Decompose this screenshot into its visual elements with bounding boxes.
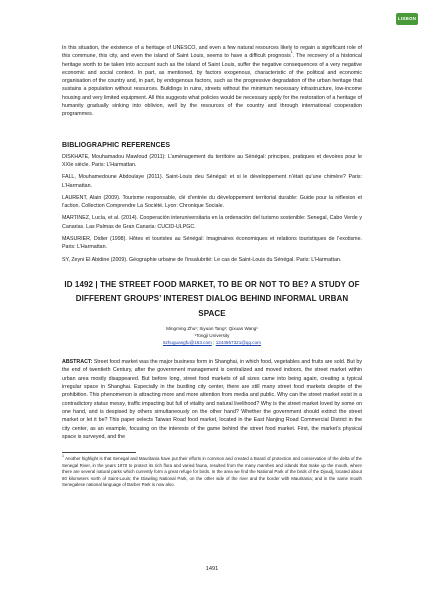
reference-item: SY, Zeyni El Abidine (2009). Géographie urbaine de l’insalubrité: Le cas de Saint-Louis du Sénégal. Paris: L’Harmattan.	[62, 256, 342, 263]
footnote-text: Another highlight is that Senegal and Mauritania have put their efforts in common and created a Board of protection and conservation of the delta of the Senegal River, in the years 1970 to protect its rich flora and varied fauna, resulted from the many marshes and islands that make up the mouth, where there are several natural parks which currently form a great refuge for birds. In the area we find the National Park of the birds of the Djoudj, located about 60 kilometers north of Saint-Louis; the Diawling National Park, on the other side of the river and the border with Mauritania; and in the same mouth Senegalese national language of Barber Park is now also.	[62, 456, 362, 488]
author-emails	[62, 339, 362, 346]
intro-paragraph	[62, 44, 362, 119]
abstract-label: ABSTRACT:	[62, 359, 93, 366]
email-link[interactable]: 1244557321@qq.com	[215, 340, 261, 346]
intro-text-1: In this situation, the existence of a heritage of UNESCO, and even a few natural resources likely to regain a significant role of this commune, this city, and even the island of Saint Louis, seems to have a difficult prognosis	[62, 45, 362, 60]
reference-item: LAURENT, Alain (2009). Tourisme responsable, clé d’entrée du développement territorial durable: Guide pour la réflexion et l’action. Collection Comprendre La Société. Lyon: Chronique Sociale.	[62, 194, 362, 210]
page-content	[62, 44, 362, 489]
email-separator: ;	[211, 340, 216, 346]
footnote	[62, 456, 362, 489]
footnote-mark: 1	[62, 454, 64, 459]
reference-item: MARTINEZ, Lucía, et al. (2014). Cooperación interuniversitaria en la ordenación del turismo sostenible: Senegal, Cabo Verde y Canarias. Las Palmas de Gran Canaria: CUCID-ULPGC.	[62, 215, 362, 230]
footnote-ref[interactable]: 1	[290, 50, 293, 55]
intro-text-2: . The recovery of a historical heritage worth to be taken into account such as the island of Saint Louis, suffer the negative consequences of a very negative economic and social context. In part, as mentioned, by factors exogenous, characteristic of the political and economic organisation of the country and, in part, by endogenous factors, such as the progressive degradation of the urban heritage that sustains a population without resources. Buildings in ruins, streets without the minimum necessary infrastructure, low-income housing and very limited equipment. All this suggests what policies would be necessary apply for the restoration of a heritage of humanity gradually sinking into oblivion, well by the resources of the country and through international cooperation programmes.	[62, 53, 362, 118]
reference-item: DISKHATE, Mouhamadou Mawloud (2011): L’aménagement du territoire au Sénégal: principes, pratiques et devoires pour le XXIe siècle. Paris: L’Harmattan.	[62, 153, 362, 168]
reference-item: MASURIER, Didier (1998). Hôtes et touristes au Sénégal: Imaginaires économiques et relations touristiques de l’exotisme. Paris: L’Harmattan.	[62, 236, 362, 251]
reference-item: FALL, Mouhamedoune Abdoulaye (2011). Saint-Louis deu Sénégal: et si le développement n’était qu’une chimère? Paris: L’Harmattan.	[62, 174, 362, 189]
conference-logo: LISBON	[396, 13, 418, 25]
page-number: 1491	[205, 566, 219, 572]
author-list: Mingming Zhu¹; Siyuan Tang¹; Qixuan Wang¹	[166, 326, 258, 332]
affiliation: ¹Tongji University	[194, 333, 230, 339]
bibliography-heading: BIBLIOGRAPHIC REFERENCES	[62, 141, 171, 149]
abstract-text: Street food market was the major business form in Shanghai, in which food, vegetables and fruits are sold. But by the end of twentieth Century, after the government management is centralized and moved indoors, the street market within urban area mostly disappeared. But before long, street food markets of all sizes came into being again, creating a typical irregular space in Shanghai. Especially in the bustling city center, there are still many street food markets despite of the prohibition. This phenomenon is attracting more and more attention from media and public. Why can the street market exist in a contradictory status messy, traffic impacting but full of vitality and natural livelihood? Why is the street market loved by some on one hand, and is despised by others simultaneously on the other hand? Whether the government should extinct the street market or let it be? This paper selects Taiwan Road food market, located in the East Nanjing Road Commercial District in the city center, as an example, focusing on the interests of the game behind the street food market. First, the market’s physical space is surveyed, and the	[62, 359, 362, 440]
abstract-paragraph	[62, 358, 362, 441]
paper-title: ID 1492 | THE STREET FOOD MARKET, TO BE OR NOT TO BE? A STUDY OF DIFFERENT GROUPS’ INTEREST DIALOG BEHIND INFORMAL URBAN SPACE	[64, 279, 360, 318]
email-link[interactable]: 5zhuguangfu@163.com	[163, 340, 212, 346]
